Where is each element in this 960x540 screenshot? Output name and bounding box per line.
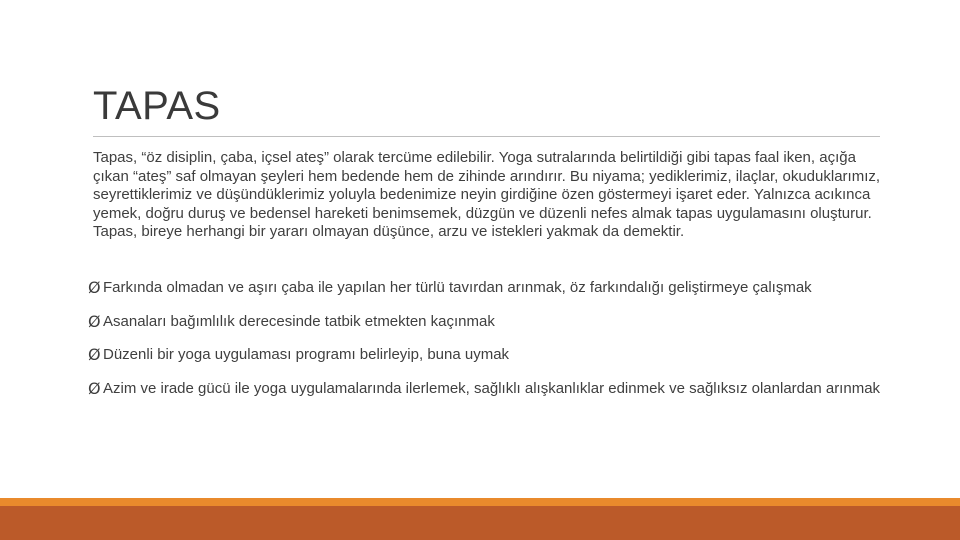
- bullet-item: [88, 313, 888, 332]
- bullet-text: Asanaları bağımlılık derecesinde tatbik etmekten kaçınmak: [103, 312, 495, 330]
- bullet-item: [88, 279, 888, 298]
- bullet-text: Azim ve irade gücü ile yoga uygulamalarında ilerlemek, sağlıklı alışkanlıklar edinmek ve sağlıksız olanlardan arınmak: [103, 379, 881, 397]
- footer-accent-bar: [0, 498, 960, 506]
- slide-title: TAPAS: [93, 84, 221, 128]
- arrow-bullet-icon: Ø: [88, 311, 101, 331]
- bullet-text: Farkında olmadan ve aşırı çaba ile yapılan her türlü tavırdan arınmak, öz farkındalığı geliştirmeye çalışmak: [103, 279, 812, 296]
- bullet-item: [88, 380, 888, 399]
- intro-paragraph: Tapas, “öz disiplin, çaba, içsel ateş” olarak tercüme edilebilir. Yoga sutralarında belirtildiği gibi tapas faal iken, açığa çıkan “ateş” saf olmayan şeyleri hem bedende hem de zihinde arındırır. Bu niyama; yediklerimiz, ilaçlar, okuduklarımız, seyrettiklerimiz ve düşündüklerimiz yoluyla bedenimize neyin girdiğine özen göstermeyi işaret eder. Yalnızca acıkınca yemek, doğru duruş ve bedensel hareketi benimsemek, düzgün ve düzenli nefes almak tapas uygulamasını oluşturur. Tapas, bireye herhangi bir yararı olmayan düşünce, arzu ve istekleri yakmak da demektir.: [93, 149, 881, 241]
- arrow-bullet-icon: Ø: [88, 278, 101, 297]
- title-divider: [93, 136, 880, 137]
- bullet-item: [88, 346, 888, 365]
- arrow-bullet-icon: Ø: [88, 345, 101, 365]
- arrow-bullet-icon: Ø: [88, 378, 101, 398]
- bullet-text: Düzenli bir yoga uygulaması programı belirleyip, buna uymak: [103, 346, 510, 364]
- bullet-list: [88, 279, 888, 398]
- footer-bar: [0, 506, 960, 540]
